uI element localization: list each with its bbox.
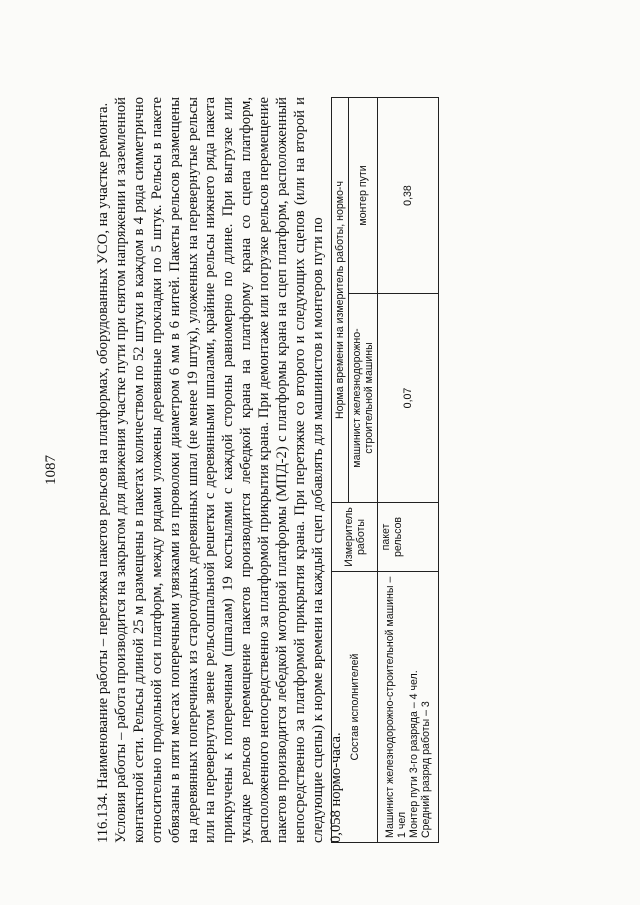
norm-addition: 0,058 нормо-часа. (327, 732, 344, 843)
subheader-track-worker: монтер пути (349, 98, 378, 294)
norm-track-cell: 0,38 (378, 98, 439, 294)
body-text (95, 97, 346, 843)
unit-cell: пакет рельсов (378, 503, 439, 572)
composition-cell (378, 572, 439, 843)
page-number: 1087 (43, 455, 59, 485)
composition-line: Машинист железнодорожно-строительной машины – 1 чел (384, 576, 408, 838)
header-unit: Измеритель работы (332, 503, 378, 572)
subheader-machinist: машинист железнодорожно-строительной машины (349, 294, 378, 503)
table-row (378, 98, 439, 843)
norm-machinist-cell: 0,07 (378, 294, 439, 503)
section-heading: 116.134. Наименование работы – перетяжка пакетов рельсов на платформах, оборудованных УСО, на участке ремонта. (95, 102, 111, 843)
header-norm: Норма времени на измеритель работы, нормо-ч (332, 98, 349, 503)
composition-line: Монтер пути 3-го разряда – 4 чел. (408, 670, 420, 838)
norm-table (331, 97, 439, 843)
composition-line: Средний разряд работы – 3 (420, 701, 432, 838)
table-header-row (332, 98, 349, 843)
rotated-content (43, 97, 455, 843)
header-composition: Состав исполнителей (332, 572, 378, 843)
work-conditions: Условия работы – работа производится на закрытом для движения участке пути при снятом напряжении и заземленной контактной сети. Рельсы длиной 25 м размещены в пакетах количеством по 52 штуки в каждом в 4 ряда симметрично относительно продольной оси платформ, между рядами уложены деревянные прокладки по 5 штук. Рельсы в пакете обвязаны в пяти местах поперечными увязками из проволоки диаметром 6 мм в 6 нитей. Пакеты рельсов размещены на деревянных поперечинах из старогодных деревянных шпал (не менее 19 штук), уложенных на перевернутые рельсы или на перевернутом звене рельсошпальной решетки с деревянными шпалами, крайние рельсы нижнего ряда пакета прикручены к поперечинам (шпалам) 19 костылями с каждой стороны равномерно по длине. При выгрузке или укладке рельсов перемещение пакетов производится лебедкой крана на платформу крана со сцепа платформ, расположенного непосредственно за платформой прикрытия крана. При демонтаже или погрузке рельсов перемещение пакетов производится лебедкой моторной платформы (МПД-2) с платформы крана на сцеп платформ, расположенный непосредственно за платформой прикрытия крана. При перетяжке со второго и следующих сцепов (или на второй и следующие сцепы) к норме времени на каждый сцеп добавлять для машинистов и монтеров пути по (112, 97, 326, 843)
